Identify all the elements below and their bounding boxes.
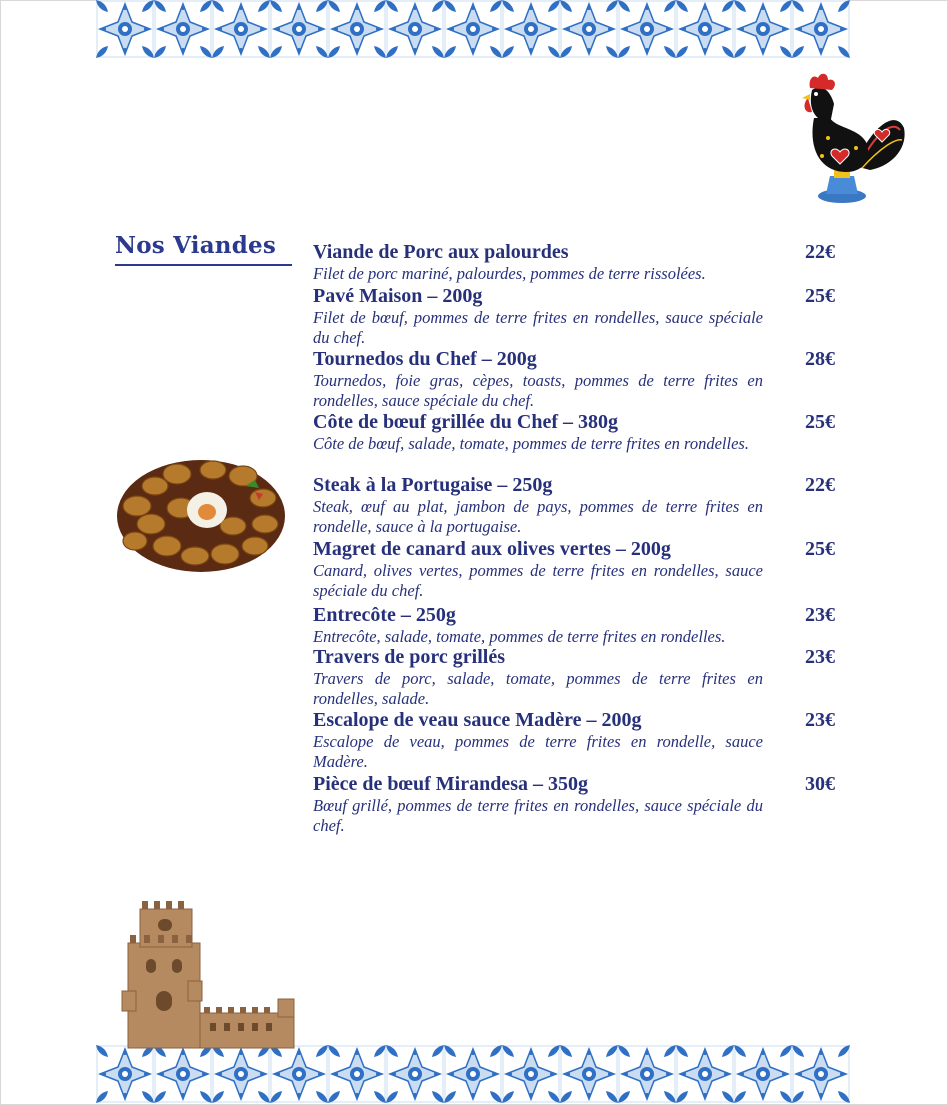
dish-name: Travers de porc grillés [313,646,505,668]
azulejo-tile [270,1045,328,1103]
dish-price: 25€ [805,411,835,433]
azulejo-tile [96,1045,154,1103]
azulejo-tile [328,1045,386,1103]
belem-tower-image [118,895,300,1050]
title-underline [115,264,292,266]
dish-description: Bœuf grillé, pommes de terre frites en rondelles, sauce spéciale du chef. [313,796,763,835]
azulejo-tile [618,1045,676,1103]
azulejo-tile [560,1045,618,1103]
azulejo-tile [734,0,792,58]
dish-price: 22€ [805,241,835,263]
azulejo-border-bottom [96,1045,850,1105]
azulejo-tile [734,1045,792,1103]
dish-price: 22€ [805,474,835,496]
dish-price: 30€ [805,773,835,795]
azulejo-tile [270,0,328,58]
dish-name: Entrecôte – 250g [313,604,456,626]
dish-name: Pièce de bœuf Mirandesa – 350g [313,773,588,795]
azulejo-tile [444,1045,502,1103]
azulejo-tile [328,0,386,58]
dish-price: 23€ [805,646,835,668]
dish-description: Entrecôte, salade, tomate, pommes de terre frites en rondelles. [313,627,726,646]
section-title: Nos Viandes [115,232,276,259]
dish-name: Viande de Porc aux palourdes [313,241,569,263]
dish-price: 23€ [805,709,835,731]
dish-name: Escalope de veau sauce Madère – 200g [313,709,642,731]
dish-name: Pavé Maison – 200g [313,285,483,307]
dish-description: Filet de porc mariné, palourdes, pommes de terre rissolées. [313,264,706,283]
azulejo-border-top [96,0,850,58]
azulejo-tile [96,0,154,58]
azulejo-tile [154,1045,212,1103]
dish-price: 25€ [805,538,835,560]
dish-name: Côte de bœuf grillée du Chef – 380g [313,411,618,433]
azulejo-tile [386,1045,444,1103]
dish-name: Steak à la Portugaise – 250g [313,474,553,496]
barcelos-rooster-image [800,68,910,208]
azulejo-tile [676,1045,734,1103]
dish-price: 25€ [805,285,835,307]
azulejo-tile [212,0,270,58]
dish-description: Canard, olives vertes, pommes de terre frites en rondelles, sauce spéciale du chef. [313,561,763,600]
azulejo-tile [560,0,618,58]
azulejo-tile [444,0,502,58]
dish-description: Steak, œuf au plat, jambon de pays, pommes de terre frites en rondelle, sauce à la portugaise. [313,497,763,536]
dish-name: Tournedos du Chef – 200g [313,348,537,370]
dish-description: Travers de porc, salade, tomate, pommes de terre frites en rondelles, salade. [313,669,763,708]
azulejo-tile [154,0,212,58]
dish-name: Magret de canard aux olives vertes – 200g [313,538,671,560]
dish-photo [115,446,286,574]
dish-description: Côte de bœuf, salade, tomate, pommes de terre frites en rondelles. [313,434,749,453]
azulejo-tile [792,0,850,58]
azulejo-tile [676,0,734,58]
azulejo-tile [502,0,560,58]
azulejo-tile [212,1045,270,1103]
dish-description: Tournedos, foie gras, cèpes, toasts, pommes de terre frites en rondelles, sauce spéciale du chef. [313,371,763,410]
dish-price: 28€ [805,348,835,370]
dish-description: Escalope de veau, pommes de terre frites en rondelle, sauce Madère. [313,732,763,771]
azulejo-tile [792,1045,850,1103]
azulejo-tile [386,0,444,58]
dish-price: 23€ [805,604,835,626]
dish-description: Filet de bœuf, pommes de terre frites en rondelles, sauce spéciale du chef. [313,308,763,347]
azulejo-tile [618,0,676,58]
azulejo-tile [502,1045,560,1103]
